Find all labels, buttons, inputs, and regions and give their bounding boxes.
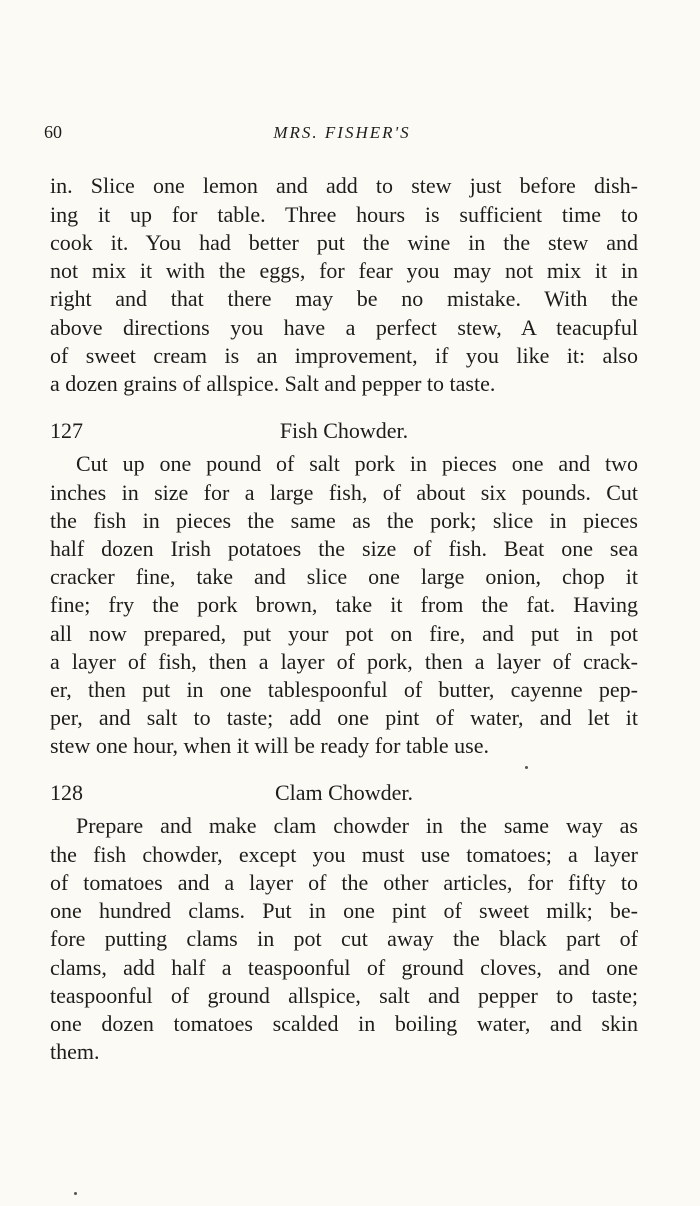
- recipe-title: Fish Chowder.: [279, 418, 409, 443]
- text-line: cracker fine, take and slice one large onion, chop it: [50, 564, 638, 589]
- text-line: the fish in pieces the same as the pork; slice in pieces: [50, 508, 638, 533]
- text-line: teaspoonful of ground allspice, salt and pepper to taste;: [50, 983, 638, 1008]
- text-line: half dozen Irish potatoes the size of fish. Beat one sea: [50, 536, 638, 561]
- text-line: Cut up one pound of salt pork in pieces one and two: [76, 451, 638, 476]
- running-title: MRS. FISHER'S: [273, 123, 411, 142]
- text-line: fine; fry the pork brown, take it from the fat. Having: [50, 592, 638, 617]
- text-line: the fish chowder, except you must use tomatoes; a layer: [50, 842, 638, 867]
- text-line: not mix it with the eggs, for fear you may not mix it in: [50, 258, 638, 283]
- text-line: ing it up for table. Three hours is sufficient time to: [50, 202, 638, 227]
- text-line: a dozen grains of allspice. Salt and pepper to taste.: [50, 371, 496, 396]
- text-line: cook it. You had better put the wine in the stew and: [50, 230, 638, 255]
- recipe-number: 127: [50, 418, 83, 443]
- text-line: one hundred clams. Put in one pint of sweet milk; be-: [50, 898, 638, 923]
- recipe-heading: [50, 778, 638, 808]
- page-number: 60: [44, 122, 62, 142]
- recipe-number: 128: [50, 780, 83, 805]
- text-line: a layer of fish, then a layer of pork, then a layer of crack-: [50, 649, 638, 674]
- recipe-title: Clam Chowder.: [274, 780, 414, 805]
- text-line: in. Slice one lemon and add to stew just before dish-: [50, 173, 638, 198]
- text-line: above directions you have a perfect stew, A teacupful: [50, 315, 638, 340]
- recipe-heading: [50, 416, 638, 446]
- text-line: stew one hour, when it will be ready for table use.: [50, 733, 489, 758]
- text-line: right and that there may be no mistake. With the: [50, 286, 638, 311]
- text-line: inches in size for a large fish, of about six pounds. Cut: [50, 480, 638, 505]
- running-head: [44, 122, 640, 146]
- text-line: all now prepared, put your pot on fire, and put in pot: [50, 621, 638, 646]
- text-line: of tomatoes and a layer of the other articles, for fifty to: [50, 870, 638, 895]
- text-line: per, and salt to taste; add one pint of water, and let it: [50, 705, 638, 730]
- text-line: of sweet cream is an improvement, if you like it: also: [50, 343, 638, 368]
- text-line: er, then put in one tablespoonful of butter, cayenne pep-: [50, 677, 638, 702]
- print-speck: [525, 766, 528, 769]
- text-line: clams, add half a teaspoonful of ground cloves, and one: [50, 955, 638, 980]
- text-line: Prepare and make clam chowder in the same way as: [76, 813, 638, 838]
- text-line: fore putting clams in pot cut away the black part of: [50, 926, 638, 951]
- text-line: them.: [50, 1039, 100, 1064]
- print-speck: [74, 1192, 77, 1195]
- text-line: one dozen tomatoes scalded in boiling water, and skin: [50, 1011, 638, 1036]
